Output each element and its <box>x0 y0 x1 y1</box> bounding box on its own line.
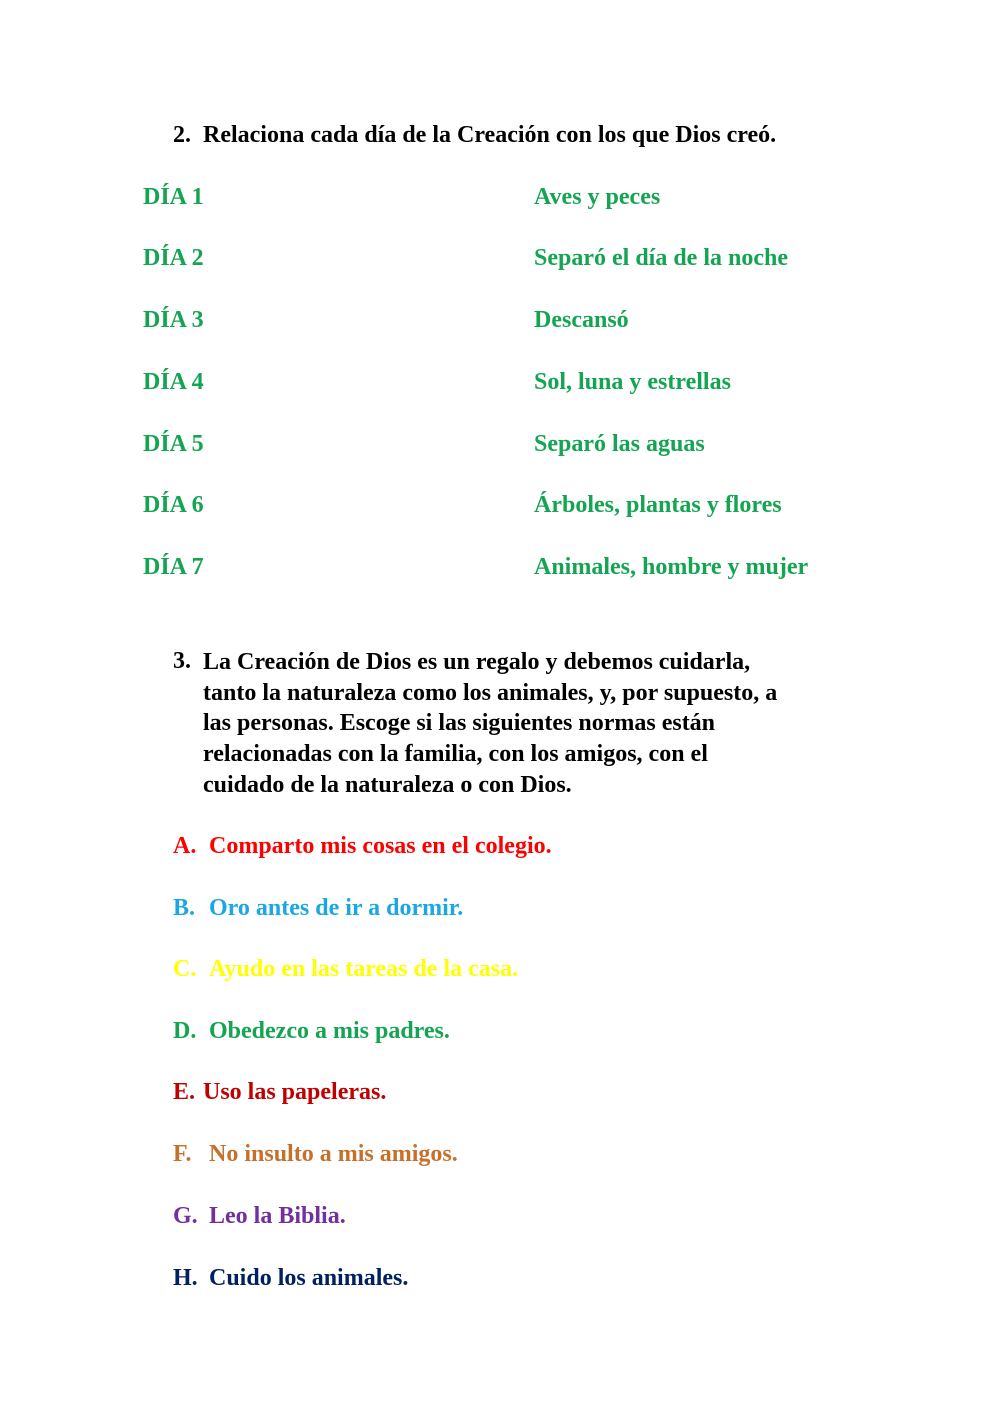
creation-label[interactable]: Descansó <box>534 307 629 333</box>
norm-letter: F. <box>173 1141 192 1167</box>
day-label[interactable]: DÍA 4 <box>143 369 204 395</box>
creation-label[interactable]: Aves y peces <box>534 184 661 210</box>
norm-text: Oro antes de ir a dormir. <box>209 895 464 921</box>
norm-letter: A. <box>173 833 197 859</box>
question-2-text: Relaciona cada día de la Creación con los que Dios creó. <box>203 122 777 148</box>
norm-letter: H. <box>173 1265 198 1291</box>
creation-label[interactable]: Separó el día de la noche <box>534 245 789 271</box>
day-label[interactable]: DÍA 7 <box>143 554 204 580</box>
norm-text: Ayudo en las tareas de la casa. <box>209 956 519 982</box>
day-label[interactable]: DÍA 5 <box>143 431 204 457</box>
norm-letter: D. <box>173 1018 197 1044</box>
question-2-number: 2. <box>173 122 191 148</box>
creation-label[interactable]: Árboles, plantas y flores <box>534 492 782 518</box>
question-3-line: las personas. Escoge si las siguientes normas están <box>203 710 716 737</box>
day-label[interactable]: DÍA 3 <box>143 307 204 333</box>
day-label[interactable]: DÍA 1 <box>143 184 204 210</box>
question-3-line: cuidado de la naturaleza o con Dios. <box>203 771 572 798</box>
question-3-line: relacionadas con la familia, con los amigos, con el <box>203 741 708 768</box>
day-label[interactable]: DÍA 2 <box>143 245 204 271</box>
question-3-text <box>203 647 863 801</box>
norm-text: No insulto a mis amigos. <box>209 1141 458 1167</box>
question-3-line: La Creación de Dios es un regalo y debemos cuidarla, <box>203 649 751 675</box>
norm-text: Comparto mis cosas en el colegio. <box>209 833 552 859</box>
question-3-line: tanto la naturaleza como los animales, y, por supuesto, a <box>203 679 778 706</box>
question-3-number: 3. <box>173 648 191 674</box>
creation-label[interactable]: Separó las aguas <box>534 431 705 457</box>
creation-label[interactable]: Sol, luna y estrellas <box>534 369 731 395</box>
norm-text: Uso las papeleras. <box>203 1079 387 1105</box>
day-label[interactable]: DÍA 6 <box>143 492 204 518</box>
creation-label[interactable]: Animales, hombre y mujer <box>534 554 809 580</box>
norm-letter: C. <box>173 956 197 982</box>
norm-text: Leo la Biblia. <box>209 1203 346 1229</box>
norm-text: Obedezco a mis padres. <box>209 1018 450 1044</box>
norm-letter: G. <box>173 1203 198 1229</box>
norm-text: Cuido los animales. <box>209 1265 409 1291</box>
norm-letter: E. <box>173 1079 196 1105</box>
norm-letter: B. <box>173 895 196 921</box>
